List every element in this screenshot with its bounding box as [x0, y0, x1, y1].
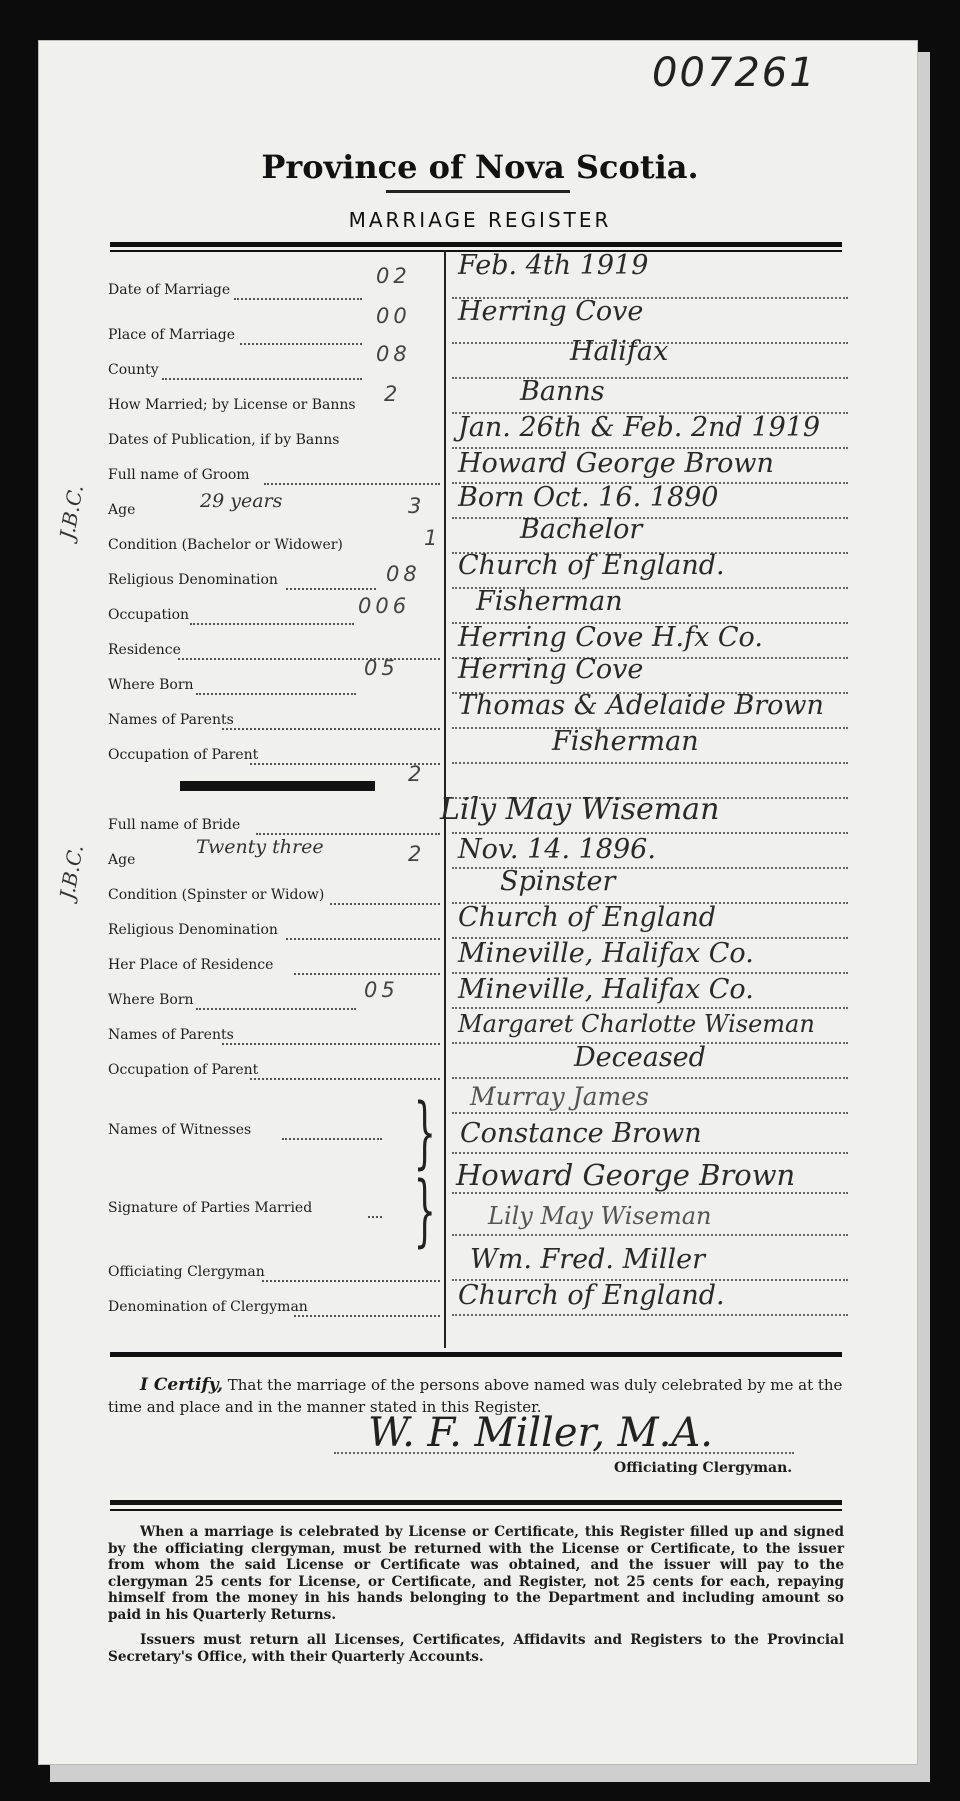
leader-dots: [196, 1008, 356, 1010]
label-place-of-marriage: Place of Marriage: [108, 327, 236, 343]
label-bride-condition: Condition (Spinster or Widow): [108, 887, 325, 903]
code-county: 08: [376, 342, 411, 366]
margin-initials-bride: J.B.C.: [54, 842, 88, 902]
value-groom-condition: Bachelor: [520, 514, 643, 545]
leader-dots: [294, 973, 440, 975]
label-bride-parent-occupation: Occupation of Parent: [108, 1062, 259, 1078]
signature-brace: }: [413, 1166, 436, 1256]
value-county: Halifax: [570, 336, 669, 367]
label-bride-parents: Names of Parents: [108, 1027, 234, 1043]
label-groom-parents: Names of Parents: [108, 712, 234, 728]
redaction-bar: [180, 781, 375, 791]
certificate-lead: I Certify,: [140, 1375, 223, 1395]
value-place-of-marriage: Herring Cove: [458, 296, 644, 327]
entry-line: [452, 1112, 848, 1114]
bride-age-written: Twenty three: [196, 836, 324, 858]
entry-line: [452, 1152, 848, 1154]
instructions-paragraph-2: Issuers must return all Licenses, Certificates, Affidavits and Registers to the Provincial Secretary's Office, with their Quarterly Accounts.: [108, 1632, 844, 1665]
groom-age-written: 29 years: [200, 490, 283, 512]
value-bride-parents: Margaret Charlotte Wiseman: [458, 1010, 815, 1038]
certificate-body: That the marriage of the persons above named was duly celebrated by me at the time and place and in the manner stated in this Register.: [108, 1376, 843, 1416]
witness-brace: }: [413, 1088, 436, 1178]
signature-caption: Officiating Clergyman.: [614, 1460, 793, 1476]
instructions-rule-thin: [110, 1509, 842, 1511]
code-bride-section: 2: [408, 762, 426, 786]
code-groom-age: 3: [408, 494, 426, 518]
leader-dots: [264, 483, 440, 485]
label-groom-parent-occupation: Occupation of Parent: [108, 747, 259, 763]
value-groom-age: Born Oct. 16. 1890: [458, 482, 719, 513]
label-witnesses: Names of Witnesses: [108, 1122, 252, 1138]
value-clergyman-denomination: Church of England.: [458, 1280, 725, 1311]
clergyman-signature: W. F. Miller, M.A.: [368, 1410, 713, 1456]
certificate-rule: [110, 1352, 842, 1357]
label-groom-condition: Condition (Bachelor or Widower): [108, 537, 343, 553]
leader-dots: [222, 1043, 440, 1045]
entry-line: [452, 1192, 848, 1194]
leader-dots: [294, 1315, 440, 1317]
label-bride-residence: Her Place of Residence: [108, 957, 274, 973]
entry-line: [452, 762, 848, 764]
code-groom-religion: 08: [386, 562, 421, 586]
instructions-paragraph-1: When a marriage is celebrated by License or Certificate, this Register filled up and signed by the officiating clergyman, must be returned with the License or Certificate, to the issuer from whom the said License or Certificate was obtained, and the issuer will pay to the clergyman 25 cents for License, or Certificate, and Register, not 25 cents for each, repaying himself from the money in his hands belonging to the Department and including amount so paid in his Quarterly Returns.: [108, 1524, 844, 1623]
label-clergyman-denomination: Denomination of Clergyman: [108, 1299, 308, 1315]
label-county: County: [108, 362, 159, 378]
value-bride-condition: Spinster: [500, 866, 616, 897]
value-groom-residence: Herring Cove H.fx Co.: [458, 622, 763, 653]
signature-line: [334, 1452, 794, 1454]
label-groom-residence: Residence: [108, 642, 181, 658]
label-how-married: How Married; by License or Banns: [108, 397, 356, 413]
leader-dots: [330, 903, 440, 905]
leader-dots: [234, 298, 362, 300]
value-witness-2: Constance Brown: [460, 1118, 702, 1149]
label-groom-where-born: Where Born: [108, 677, 194, 693]
leader-dots: [286, 938, 440, 940]
value-signature-bride: Lily May Wiseman: [488, 1202, 712, 1230]
label-dates-of-publication: Dates of Publication, if by Banns: [108, 432, 340, 448]
value-bride-age: Nov. 14. 1896.: [458, 834, 656, 865]
leader-dots: [250, 1078, 440, 1080]
label-groom-age: Age: [108, 502, 136, 518]
code-bride-where-born: 05: [364, 978, 399, 1002]
entry-line: [452, 1077, 848, 1079]
code-groom-condition: 1: [424, 526, 442, 550]
form-subtitle: MARRIAGE REGISTER: [348, 208, 612, 232]
registration-number: 007261: [652, 50, 817, 96]
entry-line: [452, 1007, 848, 1009]
leader-dots: [282, 1138, 382, 1140]
entry-line: [452, 1234, 848, 1236]
leader-dots: [368, 1216, 382, 1218]
label-signatures: Signature of Parties Married: [108, 1200, 313, 1216]
leader-dots: [286, 588, 376, 590]
value-bride-religion: Church of England: [458, 902, 717, 933]
entry-line: [452, 1314, 848, 1316]
value-signature-groom: Howard George Brown: [456, 1158, 796, 1192]
leader-dots: [262, 1280, 440, 1282]
value-groom-parents: Thomas & Adelaide Brown: [458, 690, 824, 721]
value-groom-full-name: Howard George Brown: [458, 448, 774, 479]
margin-initials-groom: J.B.C.: [54, 482, 88, 542]
value-groom-where-born: Herring Cove: [458, 654, 644, 685]
value-bride-where-born: Mineville, Halifax Co.: [458, 974, 754, 1005]
leader-dots: [178, 658, 440, 660]
value-bride-residence: Mineville, Halifax Co.: [458, 938, 754, 969]
label-officiating-clergyman: Officiating Clergyman: [108, 1264, 265, 1280]
label-groom-religion: Religious Denomination: [108, 572, 278, 588]
label-date-of-marriage: Date of Marriage: [108, 282, 231, 298]
value-officiating-clergyman: Wm. Fred. Miller: [470, 1244, 706, 1275]
value-groom-occupation: Fisherman: [476, 586, 623, 617]
leader-dots: [190, 623, 354, 625]
value-bride-full-name: Lily May Wiseman: [440, 792, 720, 827]
label-groom-full-name: Full name of Groom: [108, 467, 250, 483]
label-bride-full-name: Full name of Bride: [108, 817, 241, 833]
leader-dots: [256, 833, 440, 835]
instructions-rule: [110, 1500, 842, 1505]
code-groom-occupation: 006: [358, 594, 411, 618]
leader-dots: [240, 343, 362, 345]
value-how-married: Banns: [520, 376, 605, 407]
entry-line: [452, 377, 848, 379]
value-groom-parent-occupation: Fisherman: [552, 726, 699, 757]
value-bride-parent-occupation: Deceased: [574, 1042, 706, 1073]
value-dates-of-publication: Jan. 26th & Feb. 2nd 1919: [458, 412, 821, 443]
page-title: Province of Nova Scotia.: [261, 148, 699, 186]
code-bride-age: 2: [408, 842, 426, 866]
label-bride-religion: Religious Denomination: [108, 922, 278, 938]
label-groom-occupation: Occupation: [108, 607, 190, 623]
code-date-of-marriage: 02: [376, 264, 411, 288]
leader-dots: [222, 728, 440, 730]
value-witness-1: Murray James: [470, 1082, 649, 1111]
leader-dots: [162, 378, 362, 380]
code-place-of-marriage: 00: [376, 304, 411, 328]
code-groom-where-born: 05: [364, 656, 399, 680]
leader-dots: [196, 693, 356, 695]
label-bride-where-born: Where Born: [108, 992, 194, 1008]
entry-line: [452, 517, 848, 519]
title-underline: [386, 190, 570, 193]
value-groom-religion: Church of England.: [458, 550, 725, 581]
code-how-married: 2: [384, 382, 402, 406]
label-bride-age: Age: [108, 852, 136, 868]
value-date-of-marriage: Feb. 4th 1919: [458, 250, 649, 281]
header-rule: [110, 242, 842, 247]
